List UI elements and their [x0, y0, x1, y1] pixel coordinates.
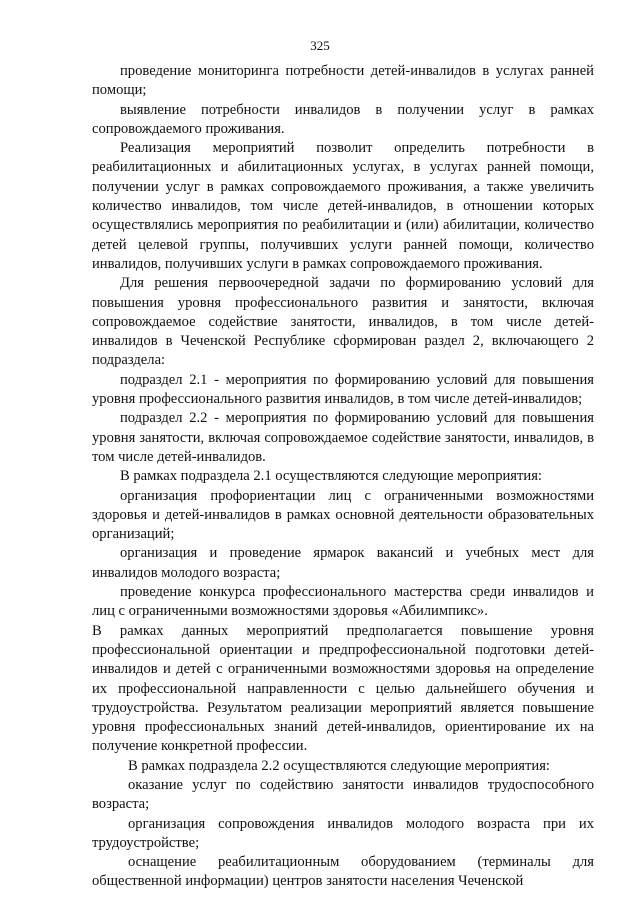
paragraph: В рамках данных мероприятий предполагается повышение уровня профессиональной ориентации и предпрофессиональной подготовки детей-инвалидов и детей с ограниченными возможностями здоровья на определение их профессиональной направленности с целью дальнейшего обучения и трудоустройства. Результатом реализации мероприятий является повышение уровня профессиональных знаний детей-инвалидов, ориентирование их на получение конкретной профессии. [92, 622, 594, 755]
paragraph: проведение конкурса профессионального мастерства среди инвалидов и лиц с ограниченными возможностями здоровья «Абилимпикс». [92, 584, 594, 620]
paragraph: оказание услуг по содействию занятости инвалидов трудоспособного возраста; [92, 776, 594, 813]
paragraph: подраздел 2.1 - мероприятия по формированию условий для повышения уровня профессионального развития инвалидов, в том числе детей-инвалидов; [92, 371, 594, 408]
paragraph: организация профориентации лиц с ограниченными возможностями здоровья и детей-инвалидов в рамках основной деятельности образовательных организаций; [92, 487, 594, 543]
paragraph: организация сопровождения инвалидов молодого возраста при их трудоустройстве; [92, 815, 594, 851]
paragraph: В рамках подраздела 2.1 осуществляются следующие мероприятия: [120, 468, 542, 485]
paragraph: подраздел 2.2 - мероприятия по формированию условий для повышения уровня занятости, включая сопровождаемое содействие занятости, инвалидов, в том числе детей-инвалидов. [92, 410, 594, 465]
paragraph: Реализация мероприятий позволит определить потребности в реабилитационных и абилитационных услугах, в услугах ранней помощи, получении услуг в рамках сопровождаемого проживания, а также увеличить количество инвалидов, том числе детей-инвалидов, в отношении которых осуществлялись мероприятия по реабилитации и (или) абилитации, количество детей целевой группы, получивших услуги ранней помощи, количество инвалидов, получивших услуги в рамках сопровождаемого проживания. [92, 140, 594, 272]
paragraph: оснащение реабилитационным оборудованием (терминалы для общественной информации) центров занятости населения Чеченской [92, 854, 594, 890]
paragraph: В рамках подраздела 2.2 осуществляются следующие мероприятия: [128, 757, 550, 774]
paragraph: выявление потребности инвалидов в получении услуг в рамках сопровождаемого проживания. [92, 101, 594, 137]
paragraph: организация и проведение ярмарок вакансий и учебных мест для инвалидов молодого возраста; [92, 545, 594, 581]
paragraph: Для решения первоочередной задачи по формированию условий для повышения уровня профессионального развития и занятости, включая сопровождаемое содействие занятости, инвалидов, в том числе детей-инвалидов в Чеченской Республике сформирован раздел 2, включающего 2 подраздела: [92, 275, 594, 369]
paragraph: проведение мониторинга потребности детей-инвалидов в услугах ранней помощи; [92, 63, 594, 99]
document-body [92, 62, 594, 892]
page-number: 325 [310, 38, 330, 53]
